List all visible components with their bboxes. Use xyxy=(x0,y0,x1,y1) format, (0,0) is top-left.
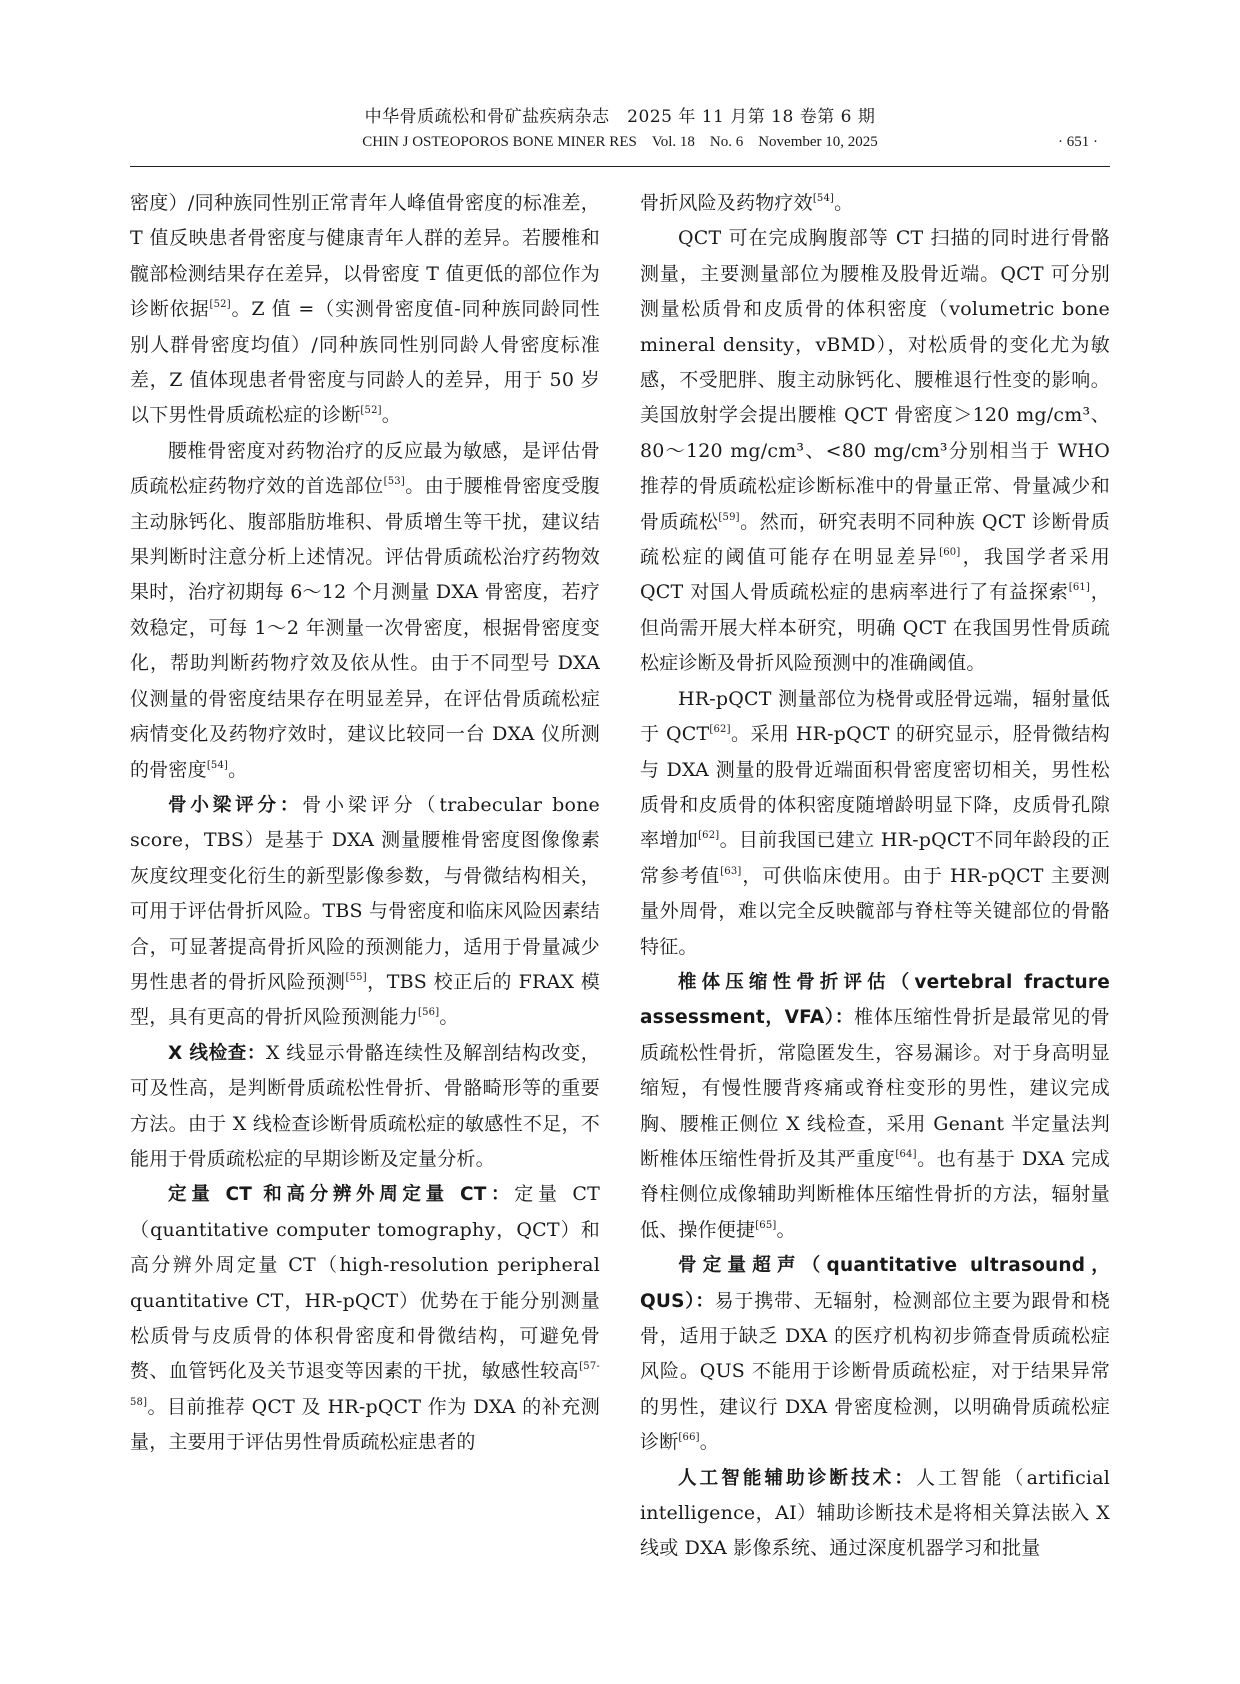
running-header xyxy=(130,105,1110,154)
paragraph: 人工智能辅助诊断技术：人工智能（artificial intelligence，AI）辅助诊断技术是将相关算法嵌入 X 线或 DXA 影像系统、通过深度机器学习和批量 xyxy=(640,1466,1111,1560)
paragraph: 骨定量超声（quantitative ultrasound，QUS）：易于携带、无辐射，检测部位主要为跟骨和桡骨，适用于缺乏 DXA 的医疗机构初步筛查骨质疏松症风险。QUS 不能用于诊断骨质疏松症，对于结果异常的男性，建议行 DXA 骨密度检测，以明确骨质疏松症诊断[66]。 xyxy=(640,1255,1110,1454)
citation[interactable]: [63] xyxy=(720,865,742,877)
paragraph: 椎体压缩性骨折评估（vertebral fracture assessment，VFA）：椎体压缩性骨折是最常见的骨质疏松性骨折，常隐匿发生，容易漏诊。对于身高明显缩短，有慢性腰背疼痛或脊柱变形的男性，建议完成胸、腰椎正侧位 X 线检查，采用 Genant 半定量法判断椎体压缩性骨折及其严重度[64]。也有基于 DXA 完成脊柱侧位成像辅助判断椎体压缩性骨折的方法，辐射量低、操作便捷[65]。 xyxy=(640,971,1111,1241)
section-heading: 定量 CT 和高分辨外周定量 CT： xyxy=(168,1184,515,1206)
section-heading: 骨小梁评分： xyxy=(168,794,303,816)
journal-citation-en: CHIN J OSTEOPOROS BONE MINER RES Vol. 18 No. 6 November 10, 2025 xyxy=(362,134,878,150)
paragraph: HR-pQCT 测量部位为桡骨或胫骨远端，辐射量低于 QCT[62]。采用 HR-pQCT 的研究显示，胫骨微结构与 DXA 测量的股骨近端面积骨密度密切相关，男性松质骨和皮质骨的体积密度随增龄明显下降，皮质骨孔隙率增加[62]。目前我国已建立 HR-pQCT不同年龄段的正常参考值[63]，可供临床使用。由于 HR-pQCT 主要测量外周骨，难以完全反映髋部与脊柱等关键部位的骨骼特征。 xyxy=(640,687,1110,958)
paragraph: 密度）/同种族同性别正常青年人峰值骨密度的标准差，T 值反映患者骨密度与健康青年人群的差异。若腰椎和髋部检测结果存在差异，以骨密度 T 值更低的部位作为诊断依据[52]。Z 值 =（实测骨密度值-同种族同龄同性别人群骨密度均值）/同种族同性别同龄人骨密度标准差，Z 值体现患者骨密度与同龄人的差异，用于 50 岁以下男性骨质疏松症的诊断[52]。 xyxy=(130,192,600,427)
citation[interactable]: [61] xyxy=(1068,582,1091,594)
citation[interactable]: [53] xyxy=(383,476,405,488)
left-column xyxy=(130,186,600,1567)
citation[interactable]: [62] xyxy=(709,724,731,736)
citation[interactable]: [59] xyxy=(718,511,740,523)
section-heading: X 线检查： xyxy=(168,1042,267,1064)
paragraph: QCT 可在完成胸腹部等 CT 扫描的同时进行骨骼测量，主要测量部位为腰椎及股骨近端。QCT 可分别测量松质骨和皮质骨的体积密度（volumetric bone mineral density，vBMD），对松质骨的变化尤为敏感，不受肥胖、腹主动脉钙化、腰椎退行性变的影响。美国放射学会提出腰椎 QCT 骨密度＞120 mg/cm³、80～120 mg/cm³、<80 mg/cm³分别相当于 WHO 推荐的骨质疏松症诊断标准中的骨量正常、骨量减少和骨质疏松[59]。然而，研究表明不同种族 QCT 诊断骨质疏松症的阈值可能存在明显差异[60]，我国学者采用 QCT 对国人骨质疏松症的患病率进行了有益探索[61]，但尚需开展大样本研究，明确 QCT 在我国男性骨质疏松症诊断及骨折风险预测中的准确阈值。 xyxy=(640,227,1110,675)
citation[interactable]: [57-58] xyxy=(130,1361,600,1408)
citation[interactable]: [62] xyxy=(698,830,720,842)
citation[interactable]: [54] xyxy=(206,759,229,771)
paragraph: 腰椎骨密度对药物治疗的反应最为敏感，是评估骨质疏松症药物疗效的首选部位[53]。由于腰椎骨密度受腹主动脉钙化、腹部脂肪堆积、骨质增生等干扰，建议结果判断时注意分析上述情况。评估骨质疏松治疗药物效果时，治疗初期每 6～12 个月测量 DXA 骨密度，若疗效稳定，可每 1～2 年测量一次骨密度，根据骨密度变化，帮助判断药物疗效及依从性。由于不同型号 DXA 仪测量的骨密度结果存在明显差异，在评估骨质疏松症病情变化及药物疗效时，建议比较同一台 DXA 仪所测的骨密度[54]。 xyxy=(130,439,600,781)
citation[interactable]: [52] xyxy=(209,299,231,311)
citation[interactable]: [52] xyxy=(360,405,382,417)
page-number: · 651 · xyxy=(1058,134,1098,150)
paragraph: 骨折风险及药物疗效[54]。 xyxy=(640,192,854,214)
citation[interactable]: [65] xyxy=(755,1219,777,1231)
journal-title-en xyxy=(130,130,1110,154)
citation[interactable]: [64] xyxy=(895,1148,917,1160)
section-heading: 椎体压缩性骨折评估（vertebral fracture assessment，VFA）： xyxy=(640,971,1110,1029)
journal-title-cn: 中华骨质疏松和骨矿盐疾病杂志 2025 年 11 月第 18 卷第 6 期 xyxy=(364,107,876,127)
citation[interactable]: [54] xyxy=(812,193,835,204)
body-columns xyxy=(130,186,1110,1567)
citation[interactable]: [55] xyxy=(345,971,367,983)
section-heading: 人工智能辅助诊断技术： xyxy=(678,1467,916,1489)
section-heading: 骨定量超声（quantitative ultrasound，QUS）： xyxy=(640,1255,1110,1312)
paragraph: X 线检查：X 线显示骨骼连续性及解剖结构改变，可及性高，是判断骨质疏松性骨折、骨骼畸形等的重要方法。由于 X 线检查诊断骨质疏松症的敏感性不足，不能用于骨质疏松症的早期诊断及定量分析。 xyxy=(130,1041,600,1170)
citation[interactable]: [66] xyxy=(678,1432,700,1444)
citation[interactable]: [60] xyxy=(939,547,961,559)
paragraph: 骨小梁评分：骨小梁评分（trabecular bone score，TBS）是基于 DXA 测量腰椎骨密度图像像素灰度纹理变化衍生的新型影像参数，与骨微结构相关，可用于评估骨折风险。TBS 与骨密度和临床风险因素结合，可显著提高骨折风险的预测能力，适用于骨量减少男性患者的骨折风险预测[55]，TBS 校正后的 FRAX 模型，具有更高的骨折风险预测能力[56]。 xyxy=(130,793,601,1029)
paragraph: 定量 CT 和高分辨外周定量 CT：定量 CT（quantitative computer tomography，QCT）和高分辨外周定量 CT（high-resolution peripheral quantitative CT，HR-pQCT）优势在于能分别测量松质骨与皮质骨的体积骨密度和骨微结构，可避免骨赘、血管钙化及关节退变等因素的干扰，敏感性较高[57-58]。目前推荐 QCT 及 HR-pQCT 作为 DXA 的补充测量，主要用于评估男性骨质疏松症患者的 xyxy=(130,1183,600,1454)
right-column xyxy=(640,186,1110,1567)
citation[interactable]: [56] xyxy=(418,1007,440,1019)
header-rule xyxy=(130,166,1110,167)
